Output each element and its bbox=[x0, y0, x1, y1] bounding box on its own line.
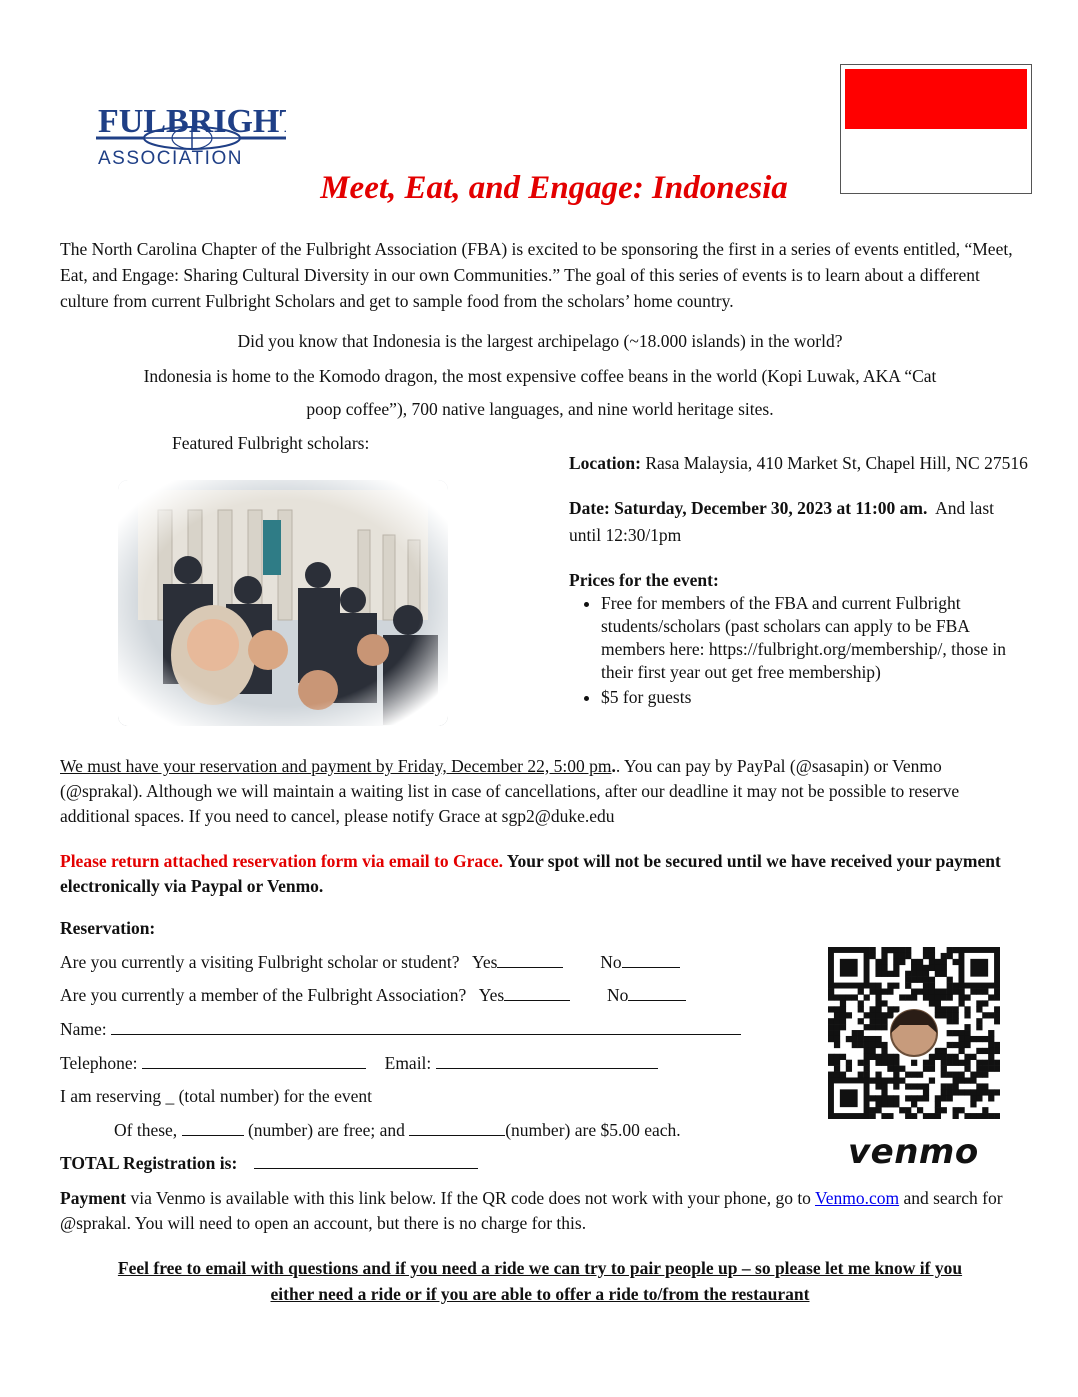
telephone-field[interactable] bbox=[142, 1054, 366, 1069]
telephone-label: Telephone: bbox=[60, 1053, 138, 1073]
location-value: Rasa Malaysia, 410 Market St, Chapel Hill, NC 27516 bbox=[645, 453, 1028, 473]
q1-label: Are you currently a visiting Fulbright scholar or student? bbox=[60, 952, 460, 972]
fact-komodo-line1: Indonesia is home to the Komodo dragon, the most expensive coffee beans in the world (Kopi Luwak, AKA “Cat bbox=[143, 366, 937, 386]
fulbright-globe-icon bbox=[96, 102, 286, 168]
total-field[interactable] bbox=[254, 1154, 478, 1169]
total-label: TOTAL Registration is: bbox=[60, 1153, 238, 1173]
question-fba-member bbox=[60, 985, 686, 1006]
location bbox=[569, 452, 1029, 475]
svg-text:FULBRIGHT: FULBRIGHT bbox=[98, 103, 286, 140]
price-item-guests: • $5 for guests bbox=[601, 686, 1029, 709]
name-label: Name: bbox=[60, 1019, 107, 1039]
paid-count-label: (number) are $5.00 each. bbox=[505, 1120, 681, 1140]
q2-yes-field[interactable] bbox=[504, 986, 570, 1001]
venmo-logo: venmo bbox=[848, 1132, 979, 1172]
total-row bbox=[60, 1153, 478, 1174]
event-details bbox=[569, 452, 1029, 709]
q1-no-label: No bbox=[600, 952, 622, 972]
reservation-heading: Reservation: bbox=[60, 918, 156, 938]
deadline-paragraph: We must have your reservation and payment by Friday, December 22, 5:00 pm.. You can pay by PayPal (@sasapin) or Venmo (@sprakal). Although we will maintain a waiting list in case of cancellations, after our deadline it may not be possible to reserve additional spaces. If you need to cancel, please notify Grace at sgp2@duke.edu bbox=[60, 756, 960, 826]
page-title: Meet, Eat, and Engage: Indonesia bbox=[320, 170, 788, 206]
name-row bbox=[60, 1019, 741, 1040]
price-item-members: • Free for members of the FBA and current Fulbright students/scholars (past scholars can apply to be FBA members here: https://fulbright.org/membership/, those in their first year out get free membership) bbox=[601, 592, 1029, 684]
payment-text2: and search for @sprakal. You will need to open an account, but there is no charge for this. bbox=[60, 1188, 1003, 1233]
q1-no-field[interactable] bbox=[622, 953, 680, 968]
flag-red-stripe bbox=[845, 69, 1027, 129]
fact-komodo-line2: poop coffee”), 700 native languages, and nine world heritage sites. bbox=[306, 399, 774, 419]
paid-count-field[interactable] bbox=[409, 1121, 505, 1136]
footer-note bbox=[40, 1255, 1040, 1307]
q2-no-label: No bbox=[607, 985, 629, 1005]
date bbox=[569, 495, 1029, 549]
return-notice-red: Please return attached reservation form via email to Grace. bbox=[60, 851, 504, 871]
q1-yes-label: Yes bbox=[472, 952, 498, 972]
prices-label: Prices for the event: bbox=[569, 570, 719, 590]
reserving-total-row: I am reserving _ (total number) for the event bbox=[60, 1086, 372, 1106]
footer-line2: either need a ride or if you are able to offer a ride to/from the restaurant bbox=[270, 1284, 810, 1304]
price-list bbox=[569, 592, 1029, 709]
venmo-link[interactable]: Venmo.com bbox=[815, 1188, 900, 1208]
email-label: Email: bbox=[384, 1053, 432, 1073]
contact-row bbox=[60, 1053, 658, 1074]
payment-label: Payment bbox=[60, 1188, 127, 1208]
free-count-label: (number) are free; and bbox=[247, 1120, 405, 1140]
fact-archipelago: Did you know that Indonesia is the largest archipelago (~18.000 islands) in the world? bbox=[237, 331, 843, 351]
return-notice-black: Your spot will not be secured until we have received your payment electronically via Paypal or Venmo. bbox=[60, 851, 1001, 896]
deadline-underlined: We must have your reservation and payment by Friday, December 22, 5:00 pm bbox=[60, 756, 612, 776]
email-field[interactable] bbox=[436, 1054, 658, 1069]
date-label: Date: Saturday, December 30, 2023 at 11:00 am. bbox=[569, 498, 928, 518]
q2-label: Are you currently a member of the Fulbright Association? bbox=[60, 985, 467, 1005]
q1-yes-field[interactable] bbox=[497, 953, 563, 968]
deadline-rest: . You can pay by PayPal (@sasapin) or Venmo (@sprakal). Although we will maintain a waiting list in case of cancellations, after our deadline it may not be possible to reserve additional spaces. If you need to cancel, please notify Grace at sgp2@duke.edu bbox=[60, 756, 960, 826]
name-field[interactable] bbox=[111, 1020, 741, 1035]
intro-paragraph: The North Carolina Chapter of the Fulbright Association (FBA) is excited to be sponsoring the first in a series of events entitled, “Meet, Eat, and Engage: Sharing Cultural Diversity in our own Communities.” The goal of this series of events is to learn about a different culture from current Fulbright Scholars and get to sample food from the scholars’ home country. bbox=[60, 239, 1013, 311]
svg-text:ASSOCIATION: ASSOCIATION bbox=[98, 148, 243, 168]
payment-paragraph bbox=[60, 1186, 1020, 1236]
location-label: Location: bbox=[569, 453, 641, 473]
return-notice bbox=[60, 849, 1020, 899]
of-these-label: Of these, bbox=[114, 1120, 178, 1140]
q2-no-field[interactable] bbox=[628, 986, 686, 1001]
question-visiting-scholar bbox=[60, 952, 680, 973]
prices bbox=[569, 569, 1029, 592]
date-rest: And last until 12:30/1pm bbox=[569, 498, 994, 545]
payment-text1: via Venmo is available with this link below. If the QR code does not work with your phone, go to bbox=[126, 1188, 815, 1208]
qr-code-icon bbox=[828, 947, 1000, 1119]
venmo-qr-code[interactable] bbox=[828, 947, 1000, 1119]
q2-yes-label: Yes bbox=[478, 985, 505, 1005]
fulbright-association-logo bbox=[96, 102, 286, 168]
featured-scholars-label: Featured Fulbright scholars: bbox=[172, 433, 370, 453]
footer-line1: Feel free to email with questions and if you need a ride we can try to pair people up – so please let me know if you bbox=[117, 1258, 963, 1278]
scholars-group-photo bbox=[118, 480, 448, 726]
breakdown-row bbox=[114, 1120, 681, 1141]
free-count-field[interactable] bbox=[182, 1121, 244, 1136]
